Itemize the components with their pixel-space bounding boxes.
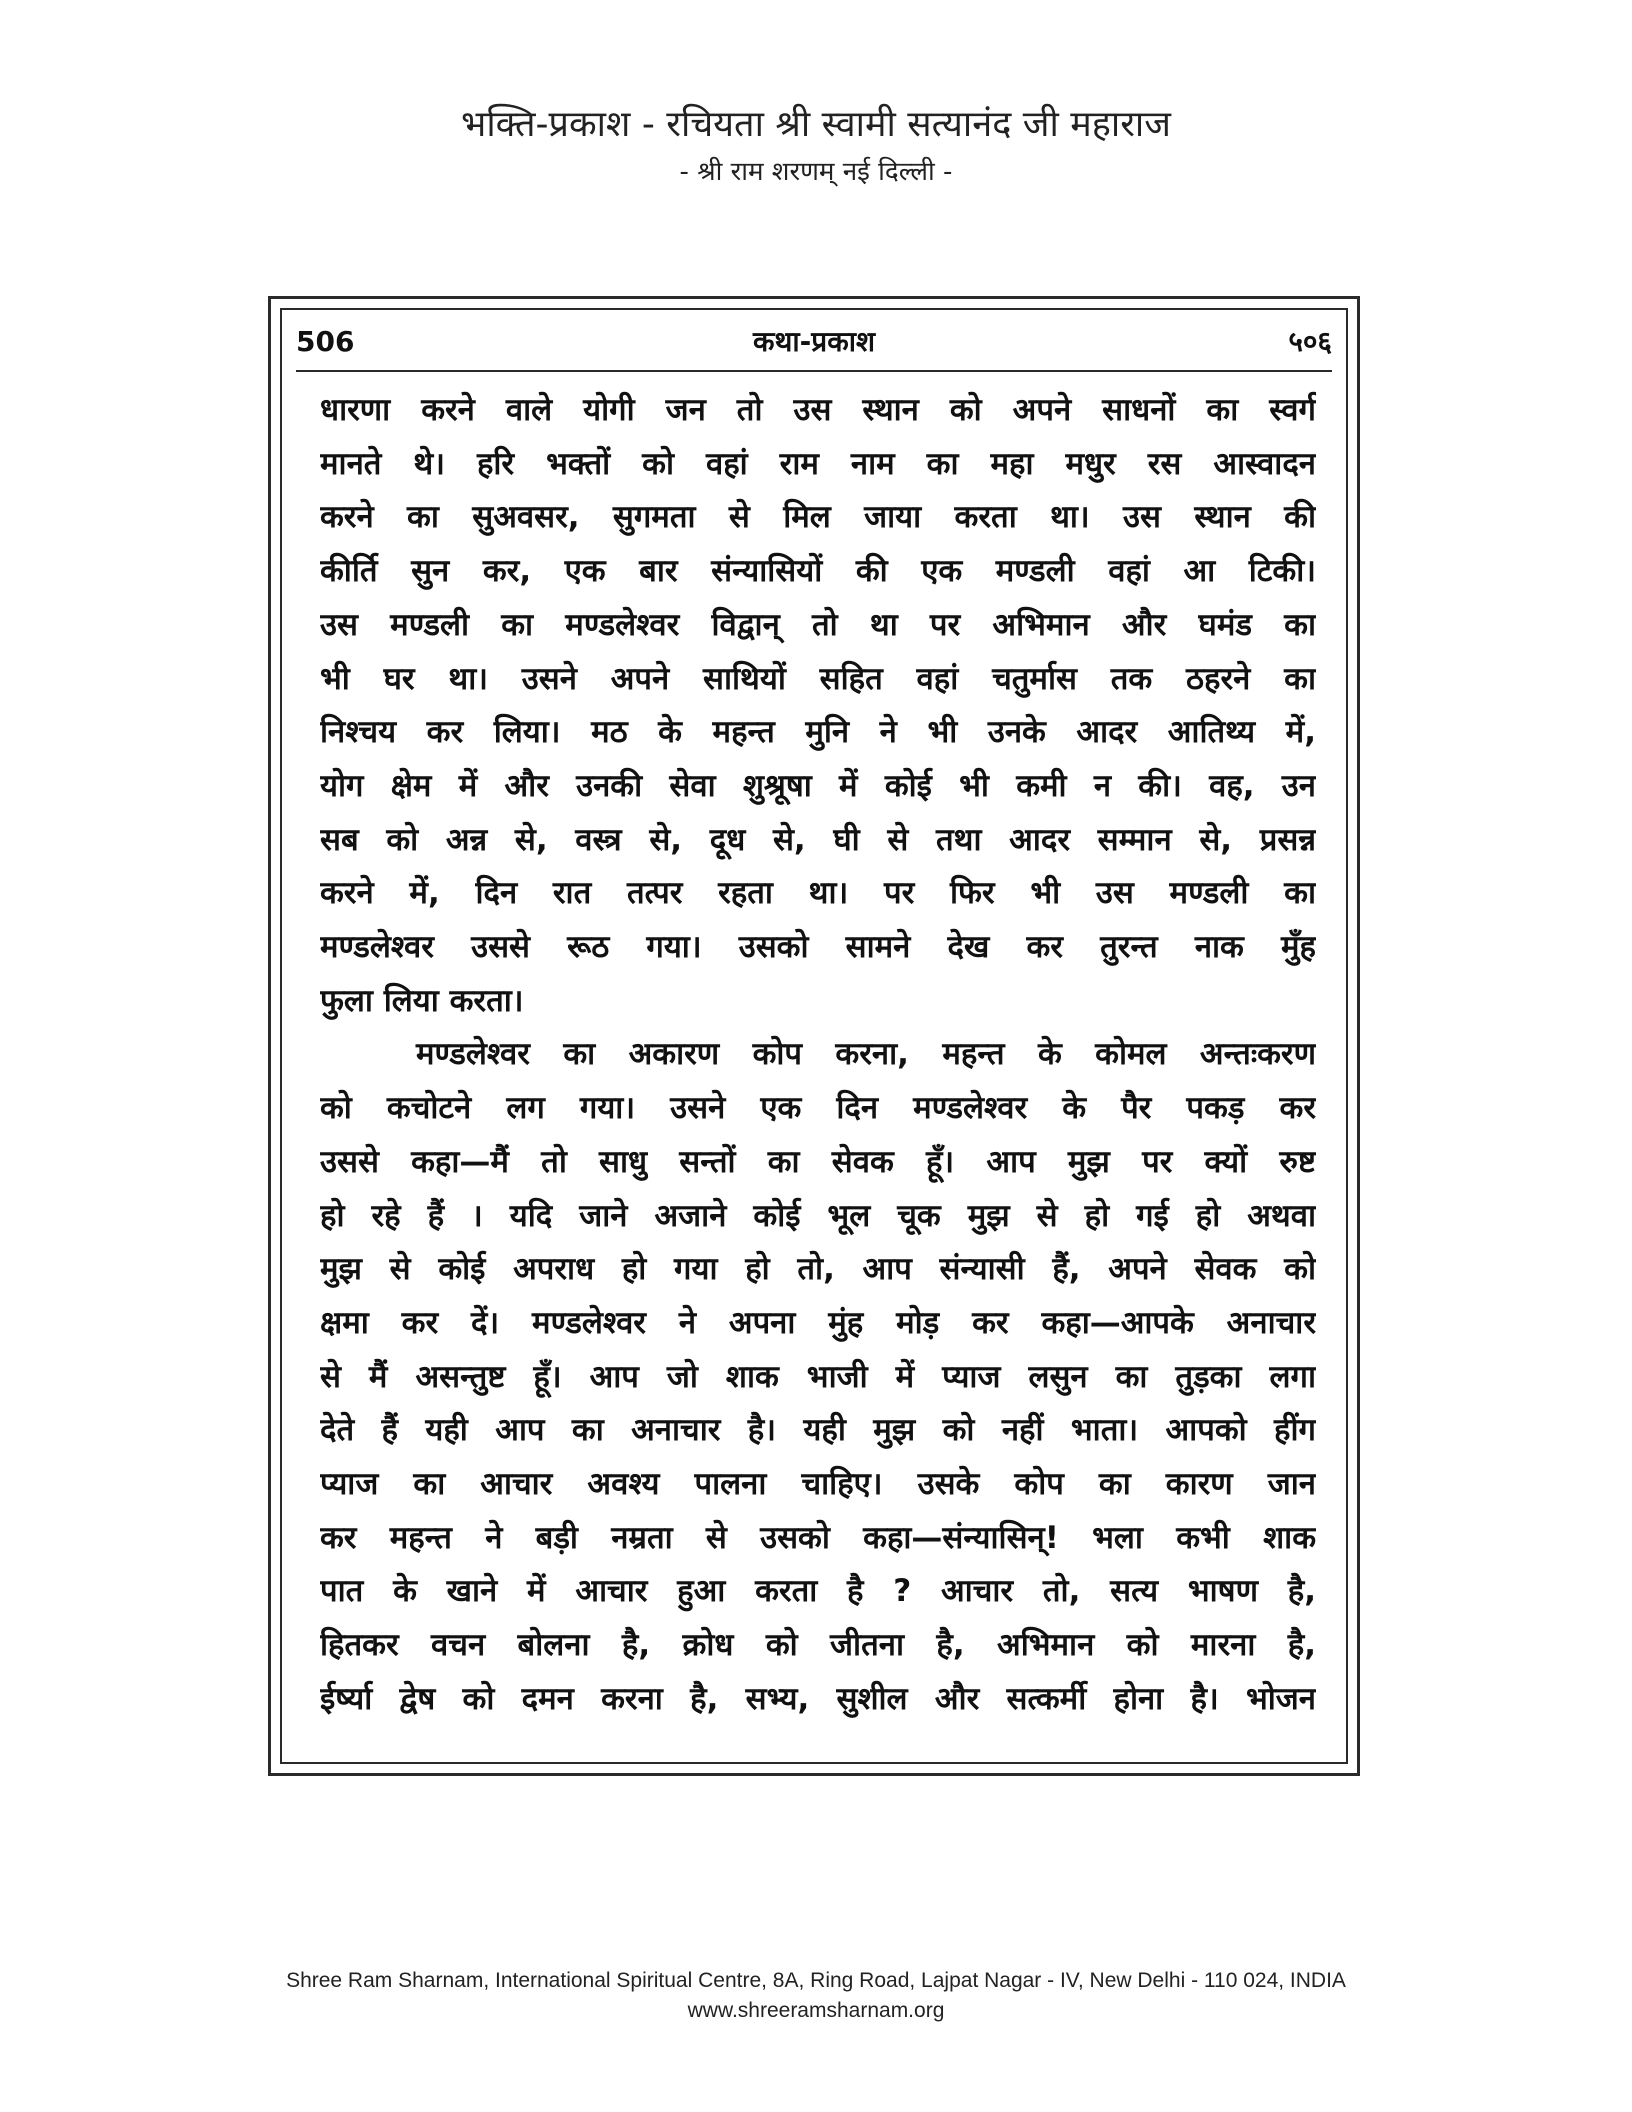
- text-line: मानते थे। हरि भक्तों को वहां राम नाम का महा मधुर रस आस्वादन: [320, 445, 1316, 482]
- footer-address: Shree Ram Sharnam, International Spiritual Centre, 8A, Ring Road, Lajpat Nagar - IV, New Delhi - 110 024, INDIA: [286, 1969, 1346, 1992]
- text-line: योग क्षेम में और उनकी सेवा शुश्रूषा में कोई भी कमी न की। वह, उन: [320, 767, 1316, 804]
- text-line: प्याज का आचार अवश्य पालना चाहिए। उसके कोप का कारण जान: [320, 1466, 1316, 1503]
- text-line: पात के खाने में आचार हुआ करता है ? आचार तो, सत्य भाषण है,: [320, 1573, 1316, 1610]
- text-line: को कचोटने लग गया। उसने एक दिन मण्डलेश्वर के पैर पकड़ कर: [320, 1090, 1316, 1127]
- text-line: सब को अन्न से, वस्त्र से, दूध से, घी से तथा आदर सम्मान से, प्रसन्न: [320, 821, 1316, 858]
- page-header: [0, 100, 1632, 192]
- page-number-right: ५०६: [1288, 325, 1332, 358]
- text-line: करने में, दिन रात तत्पर रहता था। पर फिर भी उस मण्डली का: [320, 875, 1316, 912]
- text-line: से मैं असन्तुष्ट हूँ। आप जो शाक भाजी में प्याज लसुन का तुड़का लगा: [320, 1358, 1316, 1395]
- text-line: धारणा करने वाले योगी जन तो उस स्थान को अपने साधनों का स्वर्ग: [320, 392, 1316, 428]
- text-line: हितकर वचन बोलना है, क्रोध को जीतना है, अभिमान को मारना है,: [320, 1627, 1316, 1664]
- paragraph-first-line: मण्डलेश्वर का अकारण कोप करना, महन्त के कोमल अन्तःकरण: [416, 1036, 1316, 1073]
- text-line: मुझ से कोई अपराध हो गया हो तो, आप संन्यासी हैं, अपने सेवक को: [320, 1251, 1316, 1288]
- text-line: हो रहे हैं । यदि जाने अजाने कोई भूल चूक मुझ से हो गई हो अथवा: [320, 1197, 1316, 1234]
- running-head-rule: [296, 370, 1332, 372]
- paragraph-last-line: फुला लिया करता।: [320, 982, 524, 1019]
- header-title: भक्ति-प्रकाश - रचियता श्री स्वामी सत्यानंद जी महाराज: [461, 104, 1171, 145]
- text-line: करने का सुअवसर, सुगमता से मिल जाया करता था। उस स्थान की: [320, 499, 1316, 536]
- text-line: भी घर था। उसने अपने साथियों सहित वहां चतुर्मास तक ठहरने का: [320, 660, 1316, 697]
- text-line: उस मण्डली का मण्डलेश्वर विद्वान् तो था पर अभिमान और घमंड का: [320, 606, 1316, 643]
- text-line: क्षमा कर दें। मण्डलेश्वर ने अपना मुंह मोड़ कर कहा—आपके अनाचार: [320, 1304, 1316, 1341]
- text-line: देते हैं यही आप का अनाचार है। यही मुझ को नहीं भाता। आपको हींग: [320, 1412, 1316, 1449]
- book-page-frame: [268, 296, 1360, 1776]
- text-line: कीर्ति सुन कर, एक बार संन्यासियों की एक मण्डली वहां आ टिकी।: [320, 553, 1316, 590]
- page-footer: [0, 1966, 1632, 2026]
- book-page-inner-frame: [280, 308, 1348, 1764]
- running-head: [296, 318, 1332, 364]
- page-number-left: 506: [296, 324, 355, 358]
- header-subtitle: - श्री राम शरणम् नई दिल्ली -: [679, 157, 953, 187]
- body-text: [320, 384, 1316, 1727]
- text-line: उससे कहा—मैं तो साधु सन्तों का सेवक हूँ। आप मुझ पर क्यों रुष्ट: [320, 1143, 1316, 1180]
- text-line: ईर्ष्या द्वेष को दमन करना है, सभ्य, सुशील और सत्कर्मी होना है। भोजन: [320, 1680, 1316, 1717]
- section-title: कथा-प्रकाश: [753, 325, 875, 358]
- text-line: कर महन्त ने बड़ी नम्रता से उसको कहा—संन्यासिन्! भला कभी शाक: [320, 1519, 1316, 1556]
- text-line: मण्डलेश्वर उससे रूठ गया। उसको सामने देख कर तुरन्त नाक मुँह: [320, 929, 1316, 966]
- text-line: निश्चय कर लिया। मठ के महन्त मुनि ने भी उनके आदर आतिथ्य में,: [320, 714, 1316, 751]
- footer-website: www.shreeramsharnam.org: [687, 1999, 945, 2022]
